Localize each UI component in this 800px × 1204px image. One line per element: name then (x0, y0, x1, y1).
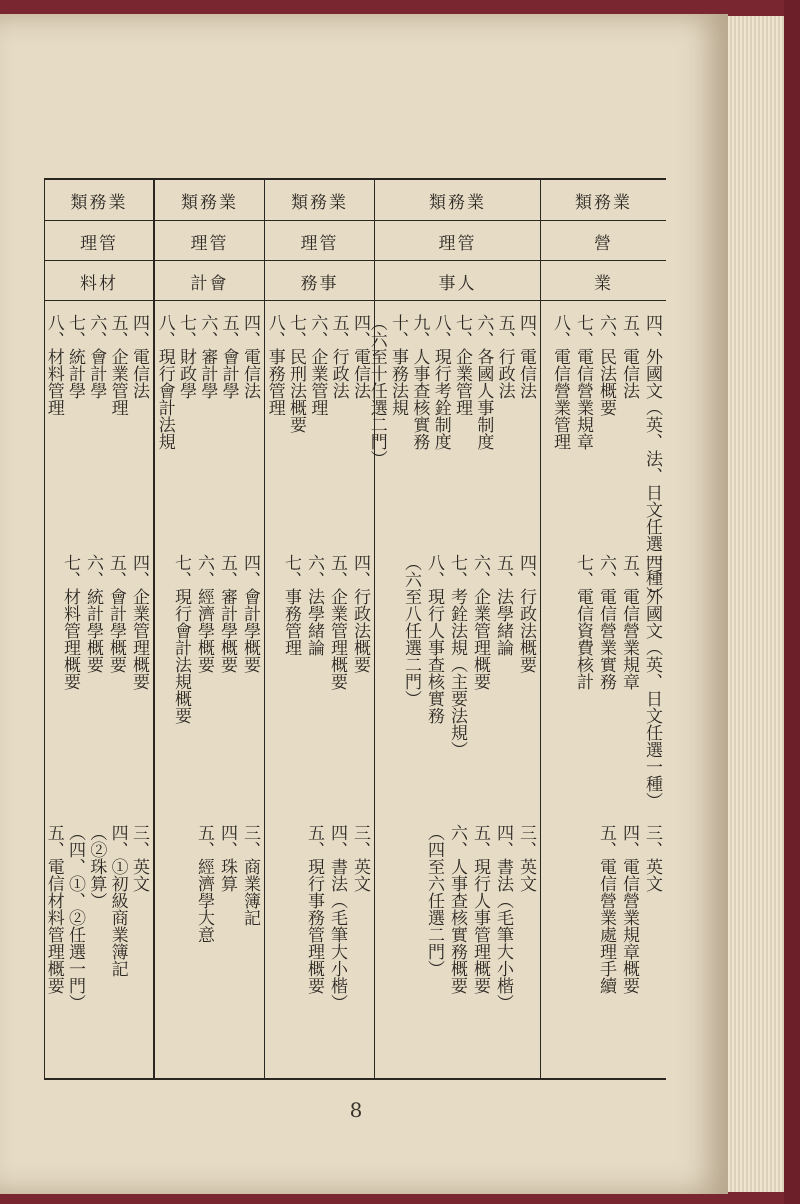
subject-item: 三、英文 (129, 824, 149, 892)
subject-item: 四、電信法 (240, 314, 260, 399)
column-header-cell: 類務業 (429, 192, 486, 213)
column-header-cell: 理管 (155, 220, 264, 261)
subject-item: 七、財政學 (176, 314, 197, 399)
subject-item: 六、統計學概要 (83, 554, 103, 673)
subject-item: 六、經濟學概要 (194, 554, 214, 673)
subject-item: 五、電信營業處理手續 (596, 824, 616, 994)
subject-item: 六、會計學 (86, 314, 107, 399)
column-header-cell: 料材 (45, 260, 153, 301)
subject-item: 三、英文 (516, 824, 536, 892)
column-personnel (366, 180, 540, 1078)
subject-item: 六、法學緒論 (304, 554, 324, 656)
subject-item: 四、電信法 (350, 314, 370, 399)
subject-item: 四、①初級商業簿記 (107, 824, 128, 977)
subject-cell (541, 546, 666, 816)
subject-item: （六至十任選二門） (366, 314, 387, 467)
subject-item: 四、企業管理概要 (129, 554, 149, 690)
subject-item: 三、英文 (642, 824, 662, 892)
subject-item: 七、企業管理 (452, 314, 473, 416)
subject-item: 七、考銓法規（主要法規） (447, 554, 467, 758)
column-header-cell: 業 (541, 260, 666, 301)
column-header-cell: 事人 (375, 260, 540, 301)
subject-item: 五、企業管理 (107, 314, 128, 416)
column-business (540, 180, 666, 1078)
subject-cell (541, 306, 666, 603)
subject-cell (45, 306, 153, 546)
column-header-cell: 類務業 (70, 192, 128, 213)
subject-item: 七、事務管理 (281, 554, 301, 656)
column-header-cell: 營 (541, 220, 666, 261)
subject-item: 五、審計學概要 (217, 554, 237, 673)
subject-item: 五、法學緒論 (493, 554, 513, 656)
subject-item: 六、人事查核實務概要 (447, 824, 467, 994)
column-affairs (264, 180, 374, 1078)
header-divider (265, 300, 374, 301)
subject-item: 六、電信營業實務 (596, 554, 616, 690)
book-cover-edge (784, 0, 800, 1204)
subject-cell (45, 816, 153, 1078)
header-divider (375, 300, 540, 301)
column-header-cell: 理管 (45, 220, 153, 261)
subject-item: 五、會計學概要 (106, 554, 126, 673)
column-header-cell: 類務業 (575, 192, 632, 213)
column-accounting (154, 180, 264, 1078)
subject-item: 六、民法概要 (596, 314, 616, 416)
column-header-cell: 理管 (265, 220, 374, 261)
subject-item: 五、行政法 (494, 314, 515, 399)
subject-item: 四、外國文（英、法、日文任選一種） (642, 314, 662, 603)
subject-cell (155, 306, 264, 546)
subject-cell (366, 306, 540, 546)
subject-item: 八、現行人事查核實務 (424, 554, 444, 724)
subject-cell (375, 546, 540, 816)
subject-item: 八、現行會計法規 (154, 314, 175, 450)
subject-item: 三、英文 (350, 824, 370, 892)
column-header-cell: 計會 (155, 260, 264, 301)
subject-item: 七、統計學 (65, 314, 86, 399)
subject-item: 四、外國文（英、日文任選一種） (642, 554, 662, 809)
column-materials (44, 180, 154, 1078)
subject-item: 六、審計學 (197, 314, 218, 399)
subject-item: 四、電信法 (129, 314, 149, 399)
subject-cell (155, 816, 264, 1078)
column-header-cell: 類務業 (181, 192, 238, 213)
subject-item: 七、電信營業規章 (573, 314, 593, 450)
subject-item: 四、行政法概要 (350, 554, 370, 673)
header-divider (155, 300, 264, 301)
subject-item: 九、人事查核實務 (409, 314, 430, 450)
subject-item: 七、材料管理概要 (60, 554, 80, 690)
subject-cell (45, 546, 153, 816)
subject-item: 八、事務管理 (264, 314, 285, 416)
subject-item: 十、事務法規 (388, 314, 409, 416)
subject-item: 八、現行考銓制度 (430, 314, 451, 450)
subject-item: 四、珠算 (217, 824, 237, 892)
subject-item: 八、電信營業管理 (550, 314, 570, 450)
subject-item: （六至八任選二門） (401, 554, 421, 707)
subject-item: 四、書法（毛筆大小楷） (493, 824, 513, 1011)
subject-cell (375, 816, 540, 1078)
subject-item: 七、電信資費核計 (573, 554, 593, 690)
subject-item: （四至六任選二門） (424, 824, 444, 977)
subject-item: 四、書法（毛筆大小楷） (327, 824, 347, 1011)
exam-subject-table (44, 178, 666, 1080)
page-number: 8 (349, 1098, 363, 1122)
subject-item: 五、電信材料管理概要 (43, 824, 64, 994)
subject-item: 五、現行人事管理概要 (470, 824, 490, 994)
subject-item: 三、商業簿記 (240, 824, 260, 926)
subject-item: 八、材料管理 (43, 314, 64, 416)
subject-cell (155, 546, 264, 816)
subject-item: 七、民刑法概要 (286, 314, 307, 433)
subject-item: （四、①、②任選一門） (65, 824, 86, 1011)
subject-item: 六、企業管理 (307, 314, 328, 416)
column-header-cell: 理管 (375, 220, 540, 261)
subject-item: 四、電信營業規章概要 (619, 824, 639, 994)
subject-item: 五、企業管理概要 (327, 554, 347, 690)
subject-item: 五、會計學 (218, 314, 239, 399)
subject-item: 五、行政法 (328, 314, 349, 399)
subject-item: （②珠算） (86, 824, 107, 909)
subject-cell (265, 306, 374, 546)
subject-item: 五、經濟學大意 (194, 824, 214, 943)
subject-item: 四、電信法 (516, 314, 536, 399)
page-edges (728, 16, 784, 1192)
subject-cell (541, 816, 666, 1078)
column-header-cell: 類務業 (291, 192, 348, 213)
subject-cell (265, 816, 374, 1078)
subject-item: 六、各國人事制度 (473, 314, 494, 450)
subject-item: 四、行政法概要 (516, 554, 536, 673)
header-divider (45, 300, 153, 301)
subject-item: 六、企業管理概要 (470, 554, 490, 690)
subject-cell (265, 546, 374, 816)
subject-item: 五、現行事務管理概要 (304, 824, 324, 994)
subject-item: 七、現行會計法規概要 (171, 554, 191, 724)
subject-item: 五、電信營業規章 (619, 554, 639, 690)
column-header-cell: 務事 (265, 260, 374, 301)
subject-item: 五、電信法 (619, 314, 639, 399)
header-divider (541, 300, 666, 301)
subject-item: 四、會計學概要 (240, 554, 260, 673)
